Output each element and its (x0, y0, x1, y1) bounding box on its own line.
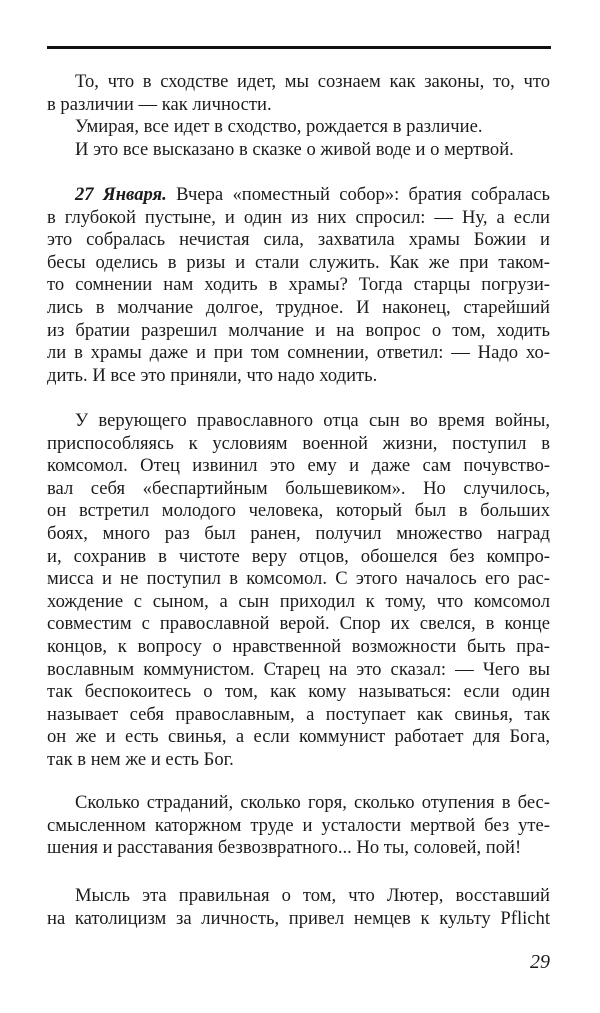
text-line: он же и есть свинья, а если коммунист работает для Бога, (47, 726, 550, 748)
text-line: И это все высказано в сказке о живой воде и о мертвой. (75, 138, 514, 160)
text-line: Мысль эта правильная о том, что Лютер, восставший (75, 885, 550, 906)
section-january-27 (47, 184, 550, 387)
text-line: бесы оделись в ризы и стали служить. Как же при таком- (47, 251, 550, 273)
text-line: дить. И все это приняли, что надо ходить. (47, 364, 378, 386)
text-span: Вчера «поместный собор»: братия собралась (176, 184, 550, 205)
text-line: боях, много раз был ранен, получил множество наград (47, 522, 550, 544)
text-line: концов, к вопросу о нравственной возможности быть пра- (47, 635, 550, 657)
text-line: из братии разрешил молчание и на вопрос о том, ходить (47, 319, 550, 341)
text-line: и, сохранив в чистоте веру отцов, обошелся без компро- (47, 545, 550, 567)
text-line: то сомнении нам ходить в храмы? Тогда старцы погрузи- (47, 274, 550, 296)
text-line: на католицизм за личность, привел немцев к культу Pflicht (47, 907, 550, 929)
text-line: Умирая, все идет в сходство, рождается в различие. (75, 116, 483, 138)
section-luther (47, 885, 550, 930)
text-line: Сколько страданий, сколько горя, сколько отупения в бес- (75, 792, 550, 813)
text-line: вал себя «беспартийным большевиком». Но случилось, (47, 477, 550, 499)
text-line: То, что в сходстве идет, мы сознаем как законы, то, что (75, 71, 550, 92)
text-line (47, 184, 550, 207)
text-line: он встретил молодого человека, который был в больших (47, 500, 550, 522)
text-line: смысленном каторжном труде и усталости мертвой без уте- (47, 814, 550, 836)
diary-date: 27 Января. (75, 184, 167, 205)
text-line: шения и расставания безвозвратного... Но ты, соловей, пой! (47, 837, 522, 859)
section-similarity (47, 71, 550, 161)
text-line: вославным коммунистом. Старец на это сказал: — Чего вы (47, 658, 550, 680)
text-line: называет себя православным, а поступает как свинья, так (47, 703, 550, 725)
text-line: приспособляясь к условиям военной жизни, поступил в (47, 432, 550, 454)
text-line: совместим с православной верой. Спор их свелся, в конце (47, 613, 550, 635)
page-number: 29 (530, 951, 550, 973)
header-rule (47, 46, 551, 49)
text-line: в глубокой пустыне, и один из них спросил: — Ну, а если (47, 206, 550, 228)
section-orthodox-father (47, 410, 550, 772)
text-line: так в нем же и есть Бог. (47, 748, 234, 770)
text-line: это собралась нечистая сила, захватила храмы Божии и (47, 229, 550, 251)
text-line: мисса и не поступил в комсомол. С этого началось его рас- (47, 568, 550, 590)
text-line: комсомол. Отец извинил это ему и даже сам почувство- (47, 455, 550, 477)
section-suffering (47, 792, 550, 860)
text-line: хождение с сыном, а сын приходил к тому, что комсомол (47, 590, 550, 612)
text-line: ли в храмы даже и при том сомнении, ответил: — Надо хо- (47, 342, 550, 364)
text-line: лись в молчание долгое, трудное. И наконец, старейший (47, 296, 550, 318)
text-line: так беспокоитесь о том, как кому называться: если один (47, 681, 550, 703)
text-line: в различии — как личности. (47, 93, 272, 115)
text-line: У верующего православного отца сын во время войны, (75, 410, 550, 431)
